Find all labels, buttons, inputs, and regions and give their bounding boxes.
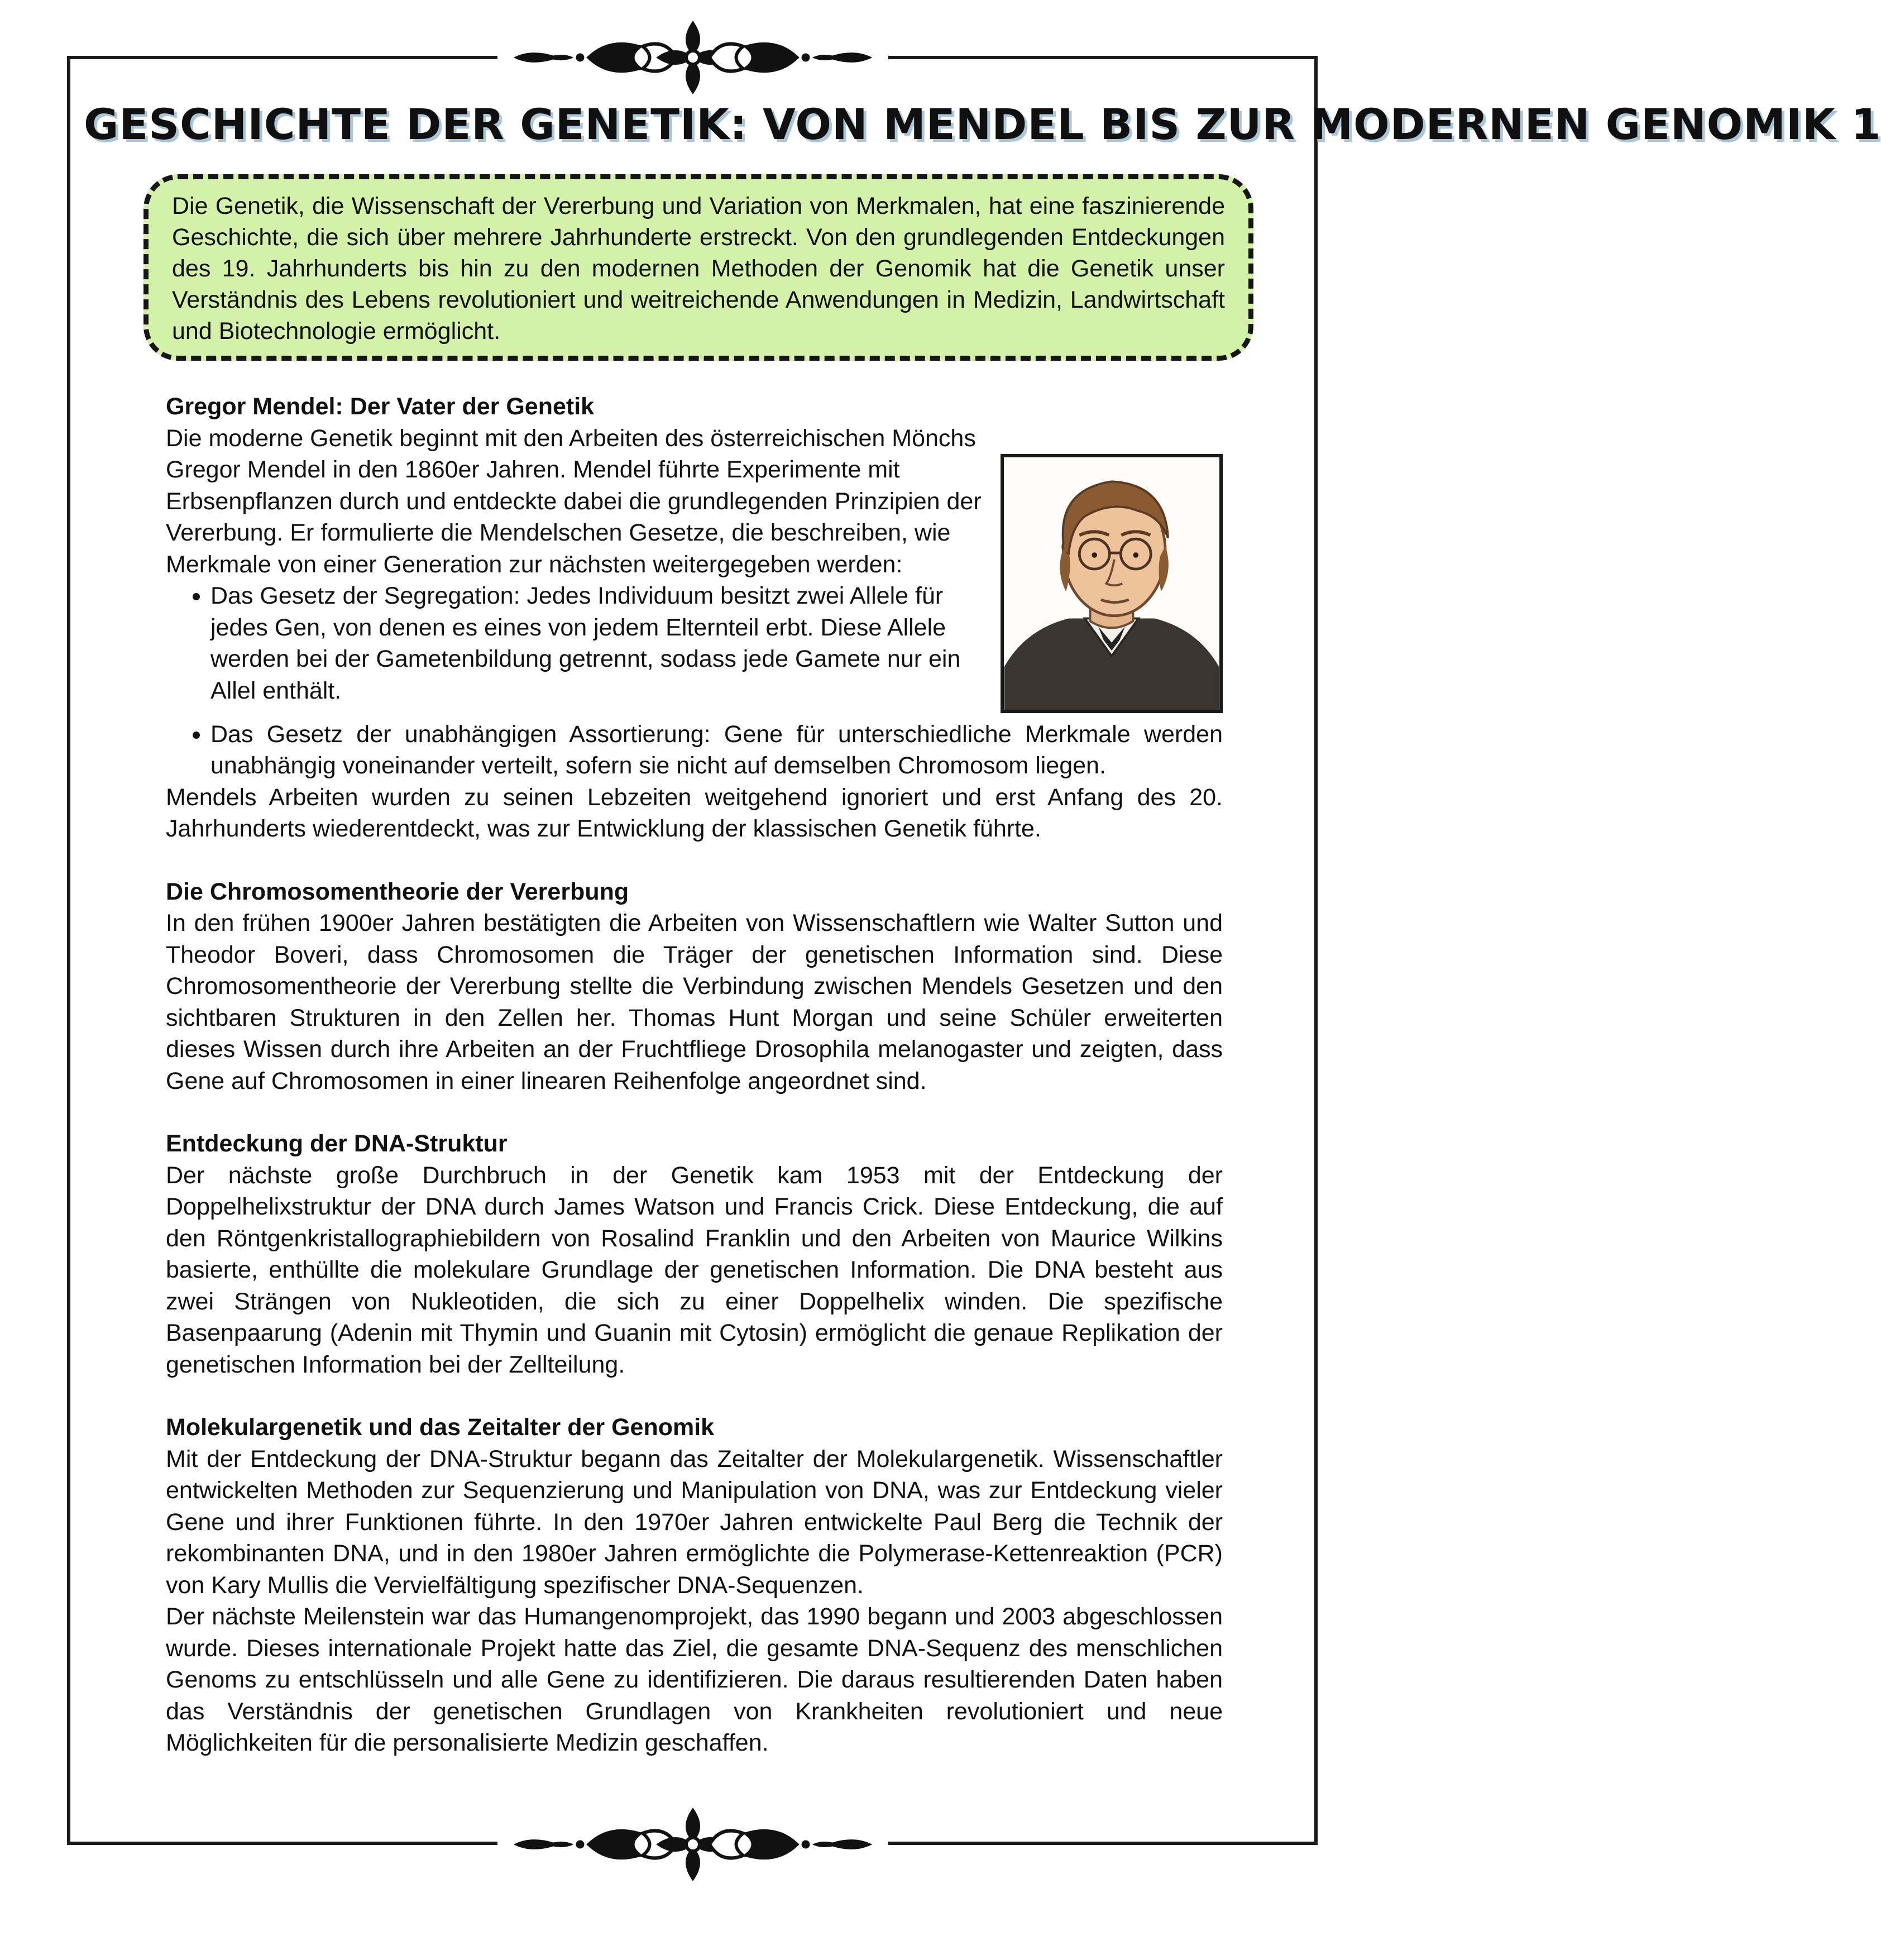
section-genomics bbox=[166, 1412, 1223, 1759]
section-heading: Entdeckung der DNA-Struktur bbox=[166, 1130, 508, 1157]
section-paragraph: In den frühen 1900er Jahren bestätigten die Arbeiten von Wissenschaftlern wie Walter Sutton und Theodor Boveri, dass Chromosomen die Träger der genetischen Information sind. Diese Chromosomentheorie der Vererbung stellte die Verbindung zwischen Mendels Gesetzen und den sichtbaren Strukturen in den Zellen her. Thomas Hunt Morgan und seine Schüler erweiterten dieses Wissen durch ihre Arbeiten an der Fruchtfliege Drosophila melanogaster und zeigten, dass Gene auf Chromosomen in einer linearen Reihenfolge angeordnet sind. bbox=[166, 910, 1223, 1094]
section-mendel bbox=[166, 391, 1223, 845]
intro-box bbox=[143, 174, 1253, 361]
section-paragraph-2: Der nächste Meilenstein war das Humangenomprojekt, das 1990 begann und 2003 abgeschlossen wurde. Dieses internationale Projekt hatte das Ziel, die gesamte DNA-Sequenz des menschlichen Genoms zu entschlüsseln und alle Gene zu identifizieren. Die daraus resultierenden Daten haben das Verständnis der genetischen Grundlagen von Krankheiten revolutioniert und neue Möglichkeiten für die personalisierte Medizin geschaffen. bbox=[166, 1603, 1223, 1756]
section-heading: Gregor Mendel: Der Vater der Genetik bbox=[166, 393, 595, 420]
gregor-mendel-portrait bbox=[1001, 454, 1223, 713]
bottom-ornament-icon bbox=[497, 1803, 888, 1886]
list-item: • Das Gesetz der Segregation: Jedes Individuum besitzt zwei Allele für jedes Gen, von denen es eines von jedem Elternteil erbt. Diese Allele werden bei der Gametenbildung getrennt, sodass jede Gamete nur ein Allel enthält. bbox=[210, 580, 1223, 706]
list-item: • Das Gesetz der unabhängigen Assortierung: Gene für unterschiedliche Merkmale werden unabhängig voneinander verteilt, sofern sie nicht auf demselben Chromosom liegen. bbox=[210, 719, 1223, 782]
content bbox=[166, 391, 1223, 1790]
top-ornament-icon bbox=[497, 16, 888, 99]
section-paragraph: Mit der Entdeckung der DNA-Struktur begann das Zeitalter der Molekulargenetik. Wissenschaftler entwickelten Methoden zur Sequenzierung und Manipulation von DNA, was zur Entdeckung vieler Gene und ihrer Funktionen führte. In den 1970er Jahren entwickelte Paul Berg die Technik der rekombinanten DNA, und in den 1980er Jahren ermöglichte die Polymerase-Kettenreaktion (PCR) von Kary Mullis die Vervielfältigung spezifischer DNA-Sequenzen. bbox=[166, 1445, 1223, 1599]
section-paragraph: Die moderne Genetik beginnt mit den Arbeiten des österreichischen Mönchs Gregor Mendel in den 1860er Jahren. Mendel führte Experimente mit Erbsenpflanzen durch und entdeckte dabei die grundlegenden Prinzipien der Vererbung. Er formulierte die Mendelschen Gesetze, die beschreiben, wie Merkmale von einer Generation zur nächsten weitergegeben werden: bbox=[166, 424, 982, 578]
section-dna-structure bbox=[166, 1128, 1223, 1380]
section-paragraph: Der nächste große Durchbruch in der Genetik kam 1953 mit der Entdeckung der Doppelhelixstruktur der DNA durch James Watson und Francis Crick. Diese Entdeckung, die auf den Röntgenkristallographiebildern von Rosalind Franklin und den Arbeiten von Maurice Wilkins basierte, enthüllte die molekulare Grundlage der genetischen Information. Die DNA besteht aus zwei Strängen von Nukleotiden, die sich zu einer Doppelhelix winden. Die spezifische Basenpaarung (Adenin mit Thymin und Guanin mit Cytosin) ermöglicht die genaue Replikation der genetischen Information bei der Zellteilung. bbox=[166, 1161, 1223, 1378]
section-heading: Molekulargenetik und das Zeitalter der Genomik bbox=[166, 1414, 715, 1441]
intro-text: Die Genetik, die Wissenschaft der Vererbung und Variation von Merkmalen, hat eine faszinierende Geschichte, die sich über mehrere Jahrhunderte erstreckt. Von den grundlegenden Entdeckungen des 19. Jahrhunderts bis hin zu den modernen Methoden der Genomik hat die Genetik unser Verständnis des Lebens revolutioniert und weitreichende Anwendungen in Medizin, Landwirtschaft und Biotechnologie ermöglicht. bbox=[172, 193, 1225, 345]
section-chromosomes bbox=[166, 876, 1223, 1097]
page-title: GESCHICHTE DER GENETIK: VON MENDEL BIS ZUR MODERNEN GENOMIK 1 bbox=[84, 99, 1881, 149]
bullet-list bbox=[166, 719, 1223, 782]
section-heading: Die Chromosomentheorie der Vererbung bbox=[166, 878, 629, 905]
section-closing: Mendels Arbeiten wurden zu seinen Lebzeiten weitgehend ignoriert und erst Anfang des 20. Jahrhunderts wiederentdeckt, was zur Entwicklung der klassischen Genetik führte. bbox=[166, 783, 1223, 842]
